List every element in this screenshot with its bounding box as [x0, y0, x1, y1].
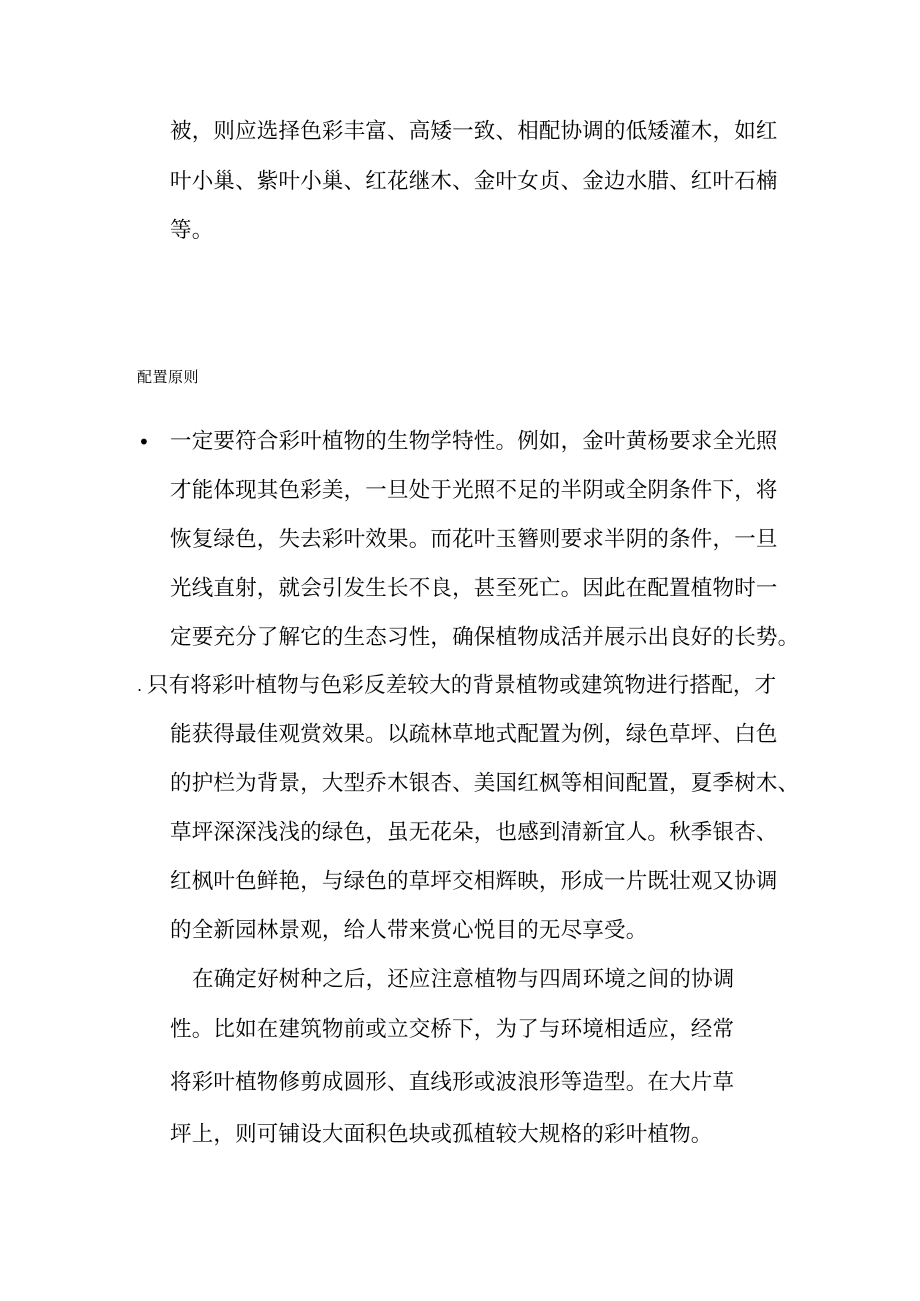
intro-line: 叶小巢、紫叶小巢、红花继木、金叶女贞、金边水腊、红叶石楠 [170, 169, 778, 194]
principle-two-line: 草坪深深浅浅的绿色，虽无花朵，也感到清新宜人。秋季银杏、 [170, 820, 778, 845]
principle-one-line: 光线直射，就会引发生长不良，甚至死亡。因此在配置植物时一 [170, 576, 778, 601]
bullet-marker: • [138, 430, 150, 454]
principle-two-line: 能获得最佳观赏效果。以疏林草地式配置为例，绿色草坪、白色 [170, 722, 778, 747]
list-marker: . [137, 676, 143, 695]
principle-one-line: 一定要符合彩叶植物的生物学特性。例如，金叶黄杨要求全光照 [170, 429, 778, 454]
closing-line: 坪上，则可铺设大面积色块或孤植较大规格的彩叶植物。 [170, 1122, 713, 1147]
closing-line: 性。比如在建筑物前或立交桥下，为了与环境相适应，经常 [170, 1017, 735, 1042]
principle-two-line: 只有将彩叶植物与色彩反差较大的背景植物或建筑物进行搭配，才 [147, 673, 777, 698]
section-heading: 配置原则 [137, 368, 200, 386]
principle-one-line: 才能体现其色彩美，一旦处于光照不足的半阴或全阴条件下，将 [170, 478, 778, 503]
intro-line: 被，则应选择色彩丰富、高矮一致、相配协调的低矮灌木，如红 [170, 119, 778, 144]
intro-line: 等。 [170, 218, 214, 243]
principle-two-line: 红枫叶色鲜艳，与绿色的草坪交相辉映，形成一片既壮观又协调 [170, 869, 778, 894]
principle-one-line: 恢复绿色，失去彩叶效果。而花叶玉簪则要求半阴的条件，一旦 [170, 527, 778, 552]
closing-line: 在确定好树种之后，还应注意植物与四周环境之间的协调 [192, 967, 735, 992]
principle-two-line: 的护栏为背景，大型乔木银杏、美国红枫等相间配置，夏季树木、 [170, 771, 800, 796]
closing-line: 将彩叶植物修剪成圆形、直线形或波浪形等造型。在大片草 [170, 1070, 735, 1095]
principle-two-line: 的全新园林景观，给人带来赏心悦目的无尽享受。 [170, 918, 648, 943]
principle-one-line: 定要充分了解它的生态习性，确保植物成活并展示出良好的长势。 [170, 625, 800, 650]
